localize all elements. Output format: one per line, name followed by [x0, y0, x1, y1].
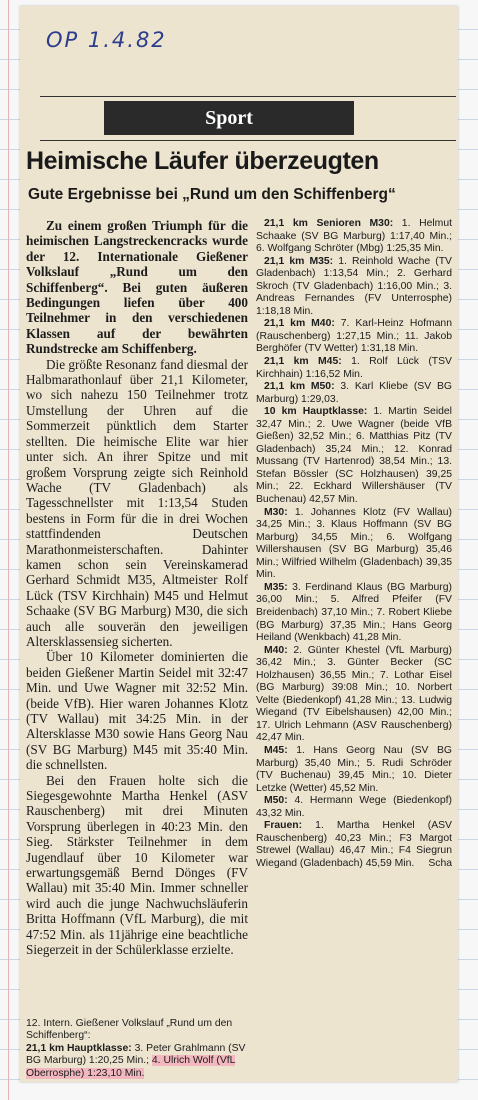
result-entry — [256, 507, 452, 582]
result-text: 1. Rolf Lück (TSV Kirchhain) 1:16,52 Min. — [256, 356, 452, 380]
result-text: 3. Karl Kliebe (SV BG Marburg) 1:29,03. — [256, 381, 452, 405]
result-text: 4. Hermann Wege (Biedenkopf) 43,32 Min. — [256, 795, 452, 819]
result-entry — [256, 318, 452, 356]
handwritten-date-note: OP 1.4.82 — [46, 28, 167, 52]
result-text: 1. Martha Henkel (ASV Rauschenberg) 40,23 Min.; F3 Margot Strewel (Wallau) 46,47 Min.; F4 Siegrun Wiegand (Gladenbach) 45,59 Min. — [256, 820, 452, 869]
result-text: 3. Ferdinand Klaus (BG Marburg) 36,00 Min.; 5. Alfred Pfeifer (FV Breidenbach) 37,10 Min.; 7. Robert Kliebe (BG Marburg) 37,35 Min.; Hans Georg Heiland (Wenkbach) 41,28 Min. — [256, 581, 452, 644]
banner-rule-top — [40, 96, 456, 97]
article-paragraph: Über 10 Kilometer dominierten die beiden Gießener Martin Seidel mit 32:47 Min. und Uwe Wagner mit 32:52 Min. (beide VfB). Hier waren Johannes Klotz (TV Wallau) mit 34:25 Min. in der Altersklasse M30 sowie Hans Georg Nau (SV BG Marburg) M45 mit 35:40 Min. die schnellsten. — [26, 649, 248, 773]
section-banner: Sport — [104, 101, 354, 135]
result-label: Frauen: — [264, 820, 303, 832]
result-label: M50: — [264, 795, 288, 807]
article-paragraph: Bei den Frauen holte sich die Siegesgewohnte Martha Henkel (ASV Rauschenberg) mit drei Minuten Vorsprung überlegen in 40:23 Min. den Sieg. Stärkster Teilnehmer in dem Jugendlauf über 10 Kilometer war erwartungsgemäß Bernd Dönges (FV Wallau) mit 35:40 Min. Immer schneller wird auch die junge Nachwuchsläuferin Britta Hoffmann (VfL Marburg), die mit 47:52 Min. als 11jährige eine beachtliche Siegerzeit in der Schülerklasse erzielte. — [26, 772, 248, 958]
result-label: 10 km Hauptklasse: — [264, 406, 368, 418]
result-entry — [256, 745, 452, 795]
result-text: 1. Helmut Schaake (SV BG Marburg) 1:17,40 Min.; 6. Wolfgang Schröter (Mbg) 1:25,35 Min. — [256, 218, 452, 255]
notebook-margin-line — [8, 0, 9, 1100]
result-entry — [256, 356, 452, 381]
result-label: M30: — [264, 506, 288, 518]
article-paragraph: Die größte Resonanz fand diesmal der Halbmarathonlauf über 21,1 Kilometer, wo sich nahezu 150 Teilnehmer trotz Umstellung der Uhren auf die Sommerzeit pünktlich dem Starter stellten. Die heimische Elite war hier unter sich. An ihrer Spitze und mit großem Vorsprung zeigte sich Reinhold Wache (TV Gladenbach) als Tagesschnellster mit 1:13,54 Studen bestens in Form für die in drei Wochen stattfindenden Deutschen Marathonmeisterschaften. Dahinter kamen schon sein Vereinskamerad Gerhard Schmidt M35, Altmeister Rolf Lück (TSV Kirchhain) M45 und Helmut Schaake (SV BG Marburg) M30, die sich auch alle souverän den jeweiligen Altersklassensieg sicherten. — [26, 356, 248, 649]
banner-rule-bottom — [40, 140, 456, 141]
result-label: M45: — [264, 744, 288, 756]
article-headline: Heimische Läufer überzeugten — [26, 147, 379, 175]
results-intro-block — [26, 1018, 248, 1080]
result-entry — [256, 795, 452, 820]
results-title: 12. Intern. Gießener Volkslauf „Rund um den Schiffenberg“: — [26, 1018, 233, 1042]
result-text: 2. Günter Khestel (VfL Marburg) 36,42 Min.; 3. Günter Becker (SC Holzhausen) 36,55 Min.; 7. Lothar Eisel (BG Marburg) 39:08 Min.; 10. Norbert Velte (Biedenkopf) 41,28 Min.; 13. Ludwig Wiegand (TV Eibelshausen) 42,00 Min.; 17. Ulrich Lehmann (ASV Rauschenberg) 42,47 Min. — [256, 644, 452, 744]
result-label: 21,1 km M45: — [264, 356, 342, 368]
author-initials: Scha — [428, 857, 452, 869]
article-subheadline: Gute Ergebnisse bei „Rund um den Schiffenberg“ — [28, 186, 396, 203]
result-text: 1. Hans Georg Nau (SV BG Marburg) 35,40 Min.; 5. Rudi Schröder (TV Buchenau) 39,45 Min.; 10. Dieter Letzke (Wetter) 45,52 Min. — [256, 744, 452, 794]
result-text: 1. Martin Seidel 32,47 Min.; 2. Uwe Wagner (beide VfB Gießen) 32,52 Min.; 6. Matthias Pitz (TV Gladenbach) 35,24 Min.; 12. Konrad Mussang (TV Hartenrod) 38,54 Min.; 13. Stefan Bössler (SC Holzhausen) 39,25 Min.; 22. Eckhard Willershäuser (TV Buchenau) 42,57 Min. — [256, 406, 452, 506]
result-label: 21,1 km Senioren M30: — [264, 218, 394, 229]
result-label: M35: — [264, 581, 288, 593]
article-body-column — [26, 218, 248, 958]
results-main-highlighted: 4. Ulrich Wolf (VfL Oberrosphe) 1:23,10 Min. — [26, 1055, 236, 1079]
result-entry — [256, 256, 452, 319]
result-text: 1. Reinhold Wache (TV Gladenbach) 1:13,54 Min.; 2. Gerhard Skroch (TV Gladenbach) 1:16,00 Min.; 3. Andreas Fernandes (FV Unterrosphe) 1:18,18 Min. — [256, 255, 452, 317]
result-entry — [256, 218, 452, 256]
results-main-class — [26, 1043, 248, 1080]
result-text: 1. Johannes Klotz (FV Wallau) 34,25 Min.; 3. Klaus Hoffmann (SV BG Marburg) 34,55 Min.; 6. Wolfgang Willershausen (SV BG Marburg) 35,46 Min.; Wilfried Wilhelm (Gladenbach) 39,35 Min. — [256, 506, 452, 581]
result-label: 21,1 km M50: — [264, 381, 335, 393]
result-label: 21,1 km M40: — [264, 318, 335, 330]
result-label: M40: — [264, 644, 288, 656]
results-column — [256, 218, 452, 870]
result-text: 7. Karl-Heinz Hofmann (Rauschenberg) 1:27,15 Min.; 11. Jakob Berghöfer (TV Wetter) 1:31,18 Min. — [256, 318, 452, 355]
results-main-heading: 21,1 km Hauptklasse: — [26, 1042, 132, 1054]
result-entry — [256, 820, 452, 870]
result-entry — [256, 645, 452, 745]
newspaper-clipping — [20, 6, 458, 1082]
article-lead: Zu einem großen Triumph für die heimischen Langstreckencracks wurde der 12. Internationale Gießener Volkslauf „Rund um den Schiffenberg“. Bei guten äußeren Bedingungen liefen über 400 Teilnehmer in den verschiedenen Klassen auf der bewährten Rundstrecke am Schiffenberg. — [26, 218, 248, 357]
result-entry — [256, 381, 452, 406]
result-entry — [256, 582, 452, 645]
result-label: 21,1 km M35: — [264, 255, 334, 267]
results-main-plain: 3. Peter Grahlmann (SV BG Marburg) 1:20,25 Min.; — [26, 1042, 246, 1067]
result-entry — [256, 406, 452, 506]
